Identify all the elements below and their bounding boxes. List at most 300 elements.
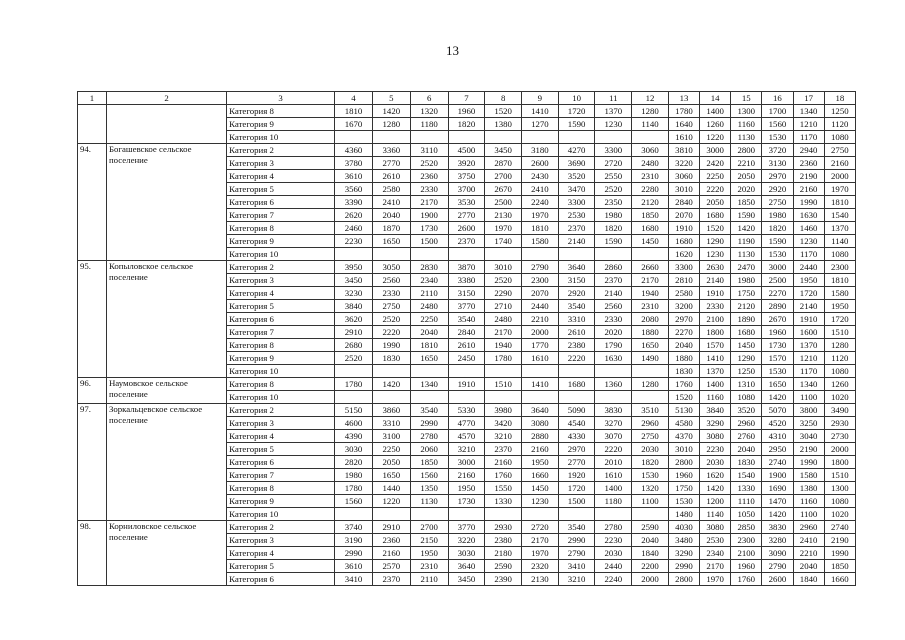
value-cell: 2140 [700, 274, 731, 287]
value-cell: 2960 [793, 521, 824, 534]
value-cell: 1820 [632, 456, 669, 469]
value-cell [522, 248, 559, 261]
value-cell: 1820 [595, 222, 632, 235]
category-cell: Категория 8 [227, 222, 335, 235]
value-cell: 1180 [595, 495, 632, 508]
value-cell: 1560 [762, 118, 793, 131]
value-cell: 3490 [824, 404, 855, 417]
value-cell: 1080 [824, 365, 855, 378]
value-cell: 2370 [558, 222, 595, 235]
category-cell: Категория 6 [227, 313, 335, 326]
value-cell: 3840 [335, 300, 373, 313]
value-cell: 2880 [522, 430, 559, 443]
value-cell: 1360 [595, 378, 632, 391]
value-cell: 2590 [485, 560, 522, 573]
value-cell: 2680 [335, 339, 373, 352]
value-cell: 2950 [762, 443, 793, 456]
value-cell: 1970 [485, 222, 522, 235]
header-cell: 10 [558, 92, 595, 105]
value-cell: 2300 [522, 274, 559, 287]
value-cell: 5070 [762, 404, 793, 417]
value-cell: 2800 [731, 144, 762, 157]
value-cell: 2350 [595, 196, 632, 209]
table-row [78, 261, 856, 274]
value-cell: 1590 [558, 118, 595, 131]
value-cell: 1410 [522, 105, 559, 118]
category-cell: Категория 5 [227, 560, 335, 573]
value-cell: 2440 [595, 560, 632, 573]
value-cell: 1410 [700, 352, 731, 365]
value-cell: 2740 [762, 456, 793, 469]
value-cell: 1580 [793, 469, 824, 482]
header-cell: 11 [595, 92, 632, 105]
value-cell: 2100 [731, 547, 762, 560]
value-cell: 1950 [448, 482, 485, 495]
value-cell: 1620 [700, 469, 731, 482]
value-cell: 2370 [448, 235, 485, 248]
value-cell: 2710 [485, 300, 522, 313]
value-cell: 1760 [668, 378, 699, 391]
value-cell: 4390 [335, 430, 373, 443]
value-cell: 2160 [522, 443, 559, 456]
value-cell: 1760 [731, 573, 762, 586]
value-cell: 1290 [700, 235, 731, 248]
settlement-number-cell [78, 105, 107, 144]
value-cell: 2840 [668, 196, 699, 209]
settlement-name-cell: Наумовское сельское поселение [106, 378, 226, 404]
value-cell: 2870 [485, 157, 522, 170]
settlement-number-cell: 98. [78, 521, 107, 586]
value-cell: 2770 [558, 456, 595, 469]
value-cell: 2370 [485, 443, 522, 456]
value-cell: 1160 [700, 391, 731, 404]
value-cell: 1260 [700, 118, 731, 131]
header-cell: 12 [632, 92, 669, 105]
value-cell: 1400 [700, 378, 731, 391]
value-cell: 2230 [700, 443, 731, 456]
value-cell: 1730 [410, 222, 448, 235]
value-cell: 1120 [824, 352, 855, 365]
header-cell: 5 [372, 92, 410, 105]
value-cell: 2700 [410, 521, 448, 534]
value-cell: 3870 [448, 261, 485, 274]
value-cell: 3150 [558, 274, 595, 287]
value-cell: 1910 [700, 287, 731, 300]
value-cell: 2570 [372, 560, 410, 573]
value-cell: 5090 [558, 404, 595, 417]
header-cell: 6 [410, 92, 448, 105]
value-cell: 3450 [485, 144, 522, 157]
value-cell: 3920 [448, 157, 485, 170]
value-cell: 1540 [731, 469, 762, 482]
value-cell: 1650 [372, 235, 410, 248]
value-cell: 1960 [448, 105, 485, 118]
value-cell: 2840 [448, 326, 485, 339]
value-cell: 3180 [522, 144, 559, 157]
value-cell: 2330 [410, 183, 448, 196]
value-cell: 1650 [410, 352, 448, 365]
value-cell: 1510 [824, 326, 855, 339]
value-cell: 1850 [410, 456, 448, 469]
value-cell: 1110 [731, 495, 762, 508]
value-cell: 1810 [522, 222, 559, 235]
value-cell: 1510 [485, 378, 522, 391]
value-cell: 1220 [700, 131, 731, 144]
value-cell: 1250 [731, 365, 762, 378]
value-cell: 2020 [731, 183, 762, 196]
header-cell: 7 [448, 92, 485, 105]
value-cell: 2040 [410, 326, 448, 339]
value-cell: 2930 [485, 521, 522, 534]
value-cell: 3810 [668, 144, 699, 157]
value-cell: 1130 [731, 248, 762, 261]
value-cell: 1140 [824, 235, 855, 248]
settlement-number-cell: 96. [78, 378, 107, 404]
value-cell: 1680 [731, 326, 762, 339]
value-cell: 4270 [558, 144, 595, 157]
value-cell: 2050 [700, 196, 731, 209]
value-cell [372, 365, 410, 378]
value-cell: 1690 [762, 482, 793, 495]
value-cell: 2120 [731, 300, 762, 313]
value-cell: 3000 [762, 261, 793, 274]
value-cell: 2860 [595, 261, 632, 274]
value-cell: 2970 [762, 170, 793, 183]
value-cell: 1770 [522, 339, 559, 352]
value-cell: 2410 [372, 196, 410, 209]
value-cell: 2800 [668, 573, 699, 586]
value-cell: 2770 [448, 209, 485, 222]
value-cell: 3210 [448, 443, 485, 456]
category-cell: Категория 9 [227, 495, 335, 508]
value-cell: 2990 [410, 417, 448, 430]
value-cell: 1530 [668, 495, 699, 508]
value-cell: 1330 [485, 495, 522, 508]
value-cell: 1940 [485, 339, 522, 352]
value-cell: 3050 [372, 261, 410, 274]
value-cell: 3860 [372, 404, 410, 417]
value-cell: 1480 [668, 508, 699, 521]
value-cell: 3030 [335, 443, 373, 456]
category-cell: Категория 7 [227, 469, 335, 482]
value-cell: 5130 [668, 404, 699, 417]
value-cell: 3610 [335, 170, 373, 183]
value-cell: 2470 [731, 261, 762, 274]
value-cell: 2780 [595, 521, 632, 534]
value-cell: 1980 [595, 209, 632, 222]
value-cell: 2160 [448, 469, 485, 482]
value-cell: 2300 [731, 534, 762, 547]
value-cell: 1730 [448, 495, 485, 508]
value-cell: 3280 [762, 534, 793, 547]
value-cell [410, 131, 448, 144]
value-cell: 1830 [668, 365, 699, 378]
value-cell: 2020 [595, 326, 632, 339]
value-cell: 1990 [793, 456, 824, 469]
value-cell: 3080 [522, 417, 559, 430]
value-cell: 1970 [522, 209, 559, 222]
value-cell [335, 508, 373, 521]
header-cell: 13 [668, 92, 699, 105]
value-cell: 1020 [824, 508, 855, 521]
value-cell: 3540 [448, 313, 485, 326]
value-cell: 2410 [522, 183, 559, 196]
category-cell: Категория 8 [227, 105, 335, 118]
value-cell: 3060 [668, 170, 699, 183]
value-cell: 1720 [793, 287, 824, 300]
value-cell: 1420 [762, 508, 793, 521]
value-cell: 1180 [410, 118, 448, 131]
value-cell: 1400 [595, 482, 632, 495]
category-cell: Категория 6 [227, 196, 335, 209]
value-cell: 3290 [700, 417, 731, 430]
value-cell: 2150 [410, 534, 448, 547]
value-cell: 2340 [700, 547, 731, 560]
category-cell: Категория 9 [227, 352, 335, 365]
header-cell: 18 [824, 92, 855, 105]
value-cell: 1160 [793, 495, 824, 508]
value-cell: 3640 [558, 261, 595, 274]
value-cell: 1700 [762, 105, 793, 118]
category-cell: Категория 2 [227, 144, 335, 157]
value-cell: 5330 [448, 404, 485, 417]
value-cell: 1290 [731, 352, 762, 365]
value-cell: 3010 [485, 261, 522, 274]
value-cell: 1720 [558, 105, 595, 118]
value-cell: 2310 [410, 560, 448, 573]
value-cell: 2850 [731, 521, 762, 534]
value-cell: 1400 [700, 105, 731, 118]
category-cell: Категория 2 [227, 404, 335, 417]
value-cell: 2040 [668, 339, 699, 352]
value-cell: 2450 [448, 352, 485, 365]
value-cell: 1270 [522, 118, 559, 131]
category-cell: Категория 3 [227, 157, 335, 170]
value-cell [372, 248, 410, 261]
value-cell: 1960 [668, 469, 699, 482]
value-cell: 2330 [372, 287, 410, 300]
value-cell: 1020 [824, 391, 855, 404]
value-cell: 3310 [558, 313, 595, 326]
value-cell: 1650 [372, 469, 410, 482]
value-cell: 1520 [668, 391, 699, 404]
value-cell: 2530 [558, 209, 595, 222]
value-cell [448, 131, 485, 144]
header-cell: 9 [522, 92, 559, 105]
value-cell: 1750 [731, 287, 762, 300]
value-cell: 3250 [793, 417, 824, 430]
value-cell: 3560 [335, 183, 373, 196]
value-cell: 1260 [824, 378, 855, 391]
settlement-number-cell: 95. [78, 261, 107, 378]
value-cell: 2310 [632, 170, 669, 183]
value-cell: 2590 [632, 521, 669, 534]
value-cell: 2080 [632, 313, 669, 326]
value-cell: 2520 [372, 313, 410, 326]
value-cell: 1780 [485, 352, 522, 365]
value-cell [372, 391, 410, 404]
value-cell: 1080 [824, 495, 855, 508]
value-cell: 2380 [485, 534, 522, 547]
value-cell: 2530 [700, 534, 731, 547]
value-cell: 1820 [762, 222, 793, 235]
value-cell: 1200 [700, 495, 731, 508]
value-cell: 2600 [448, 222, 485, 235]
value-cell: 2180 [485, 547, 522, 560]
header-cell: 14 [700, 92, 731, 105]
value-cell: 2290 [485, 287, 522, 300]
value-cell: 3750 [448, 170, 485, 183]
value-cell: 1420 [372, 378, 410, 391]
value-cell: 1660 [522, 469, 559, 482]
value-cell: 2360 [793, 157, 824, 170]
value-cell: 3540 [558, 521, 595, 534]
value-cell: 1470 [762, 495, 793, 508]
value-cell: 1580 [824, 287, 855, 300]
value-cell: 1610 [668, 131, 699, 144]
value-cell: 2480 [632, 157, 669, 170]
value-cell: 2610 [448, 339, 485, 352]
value-cell: 2230 [595, 534, 632, 547]
value-cell: 3270 [595, 417, 632, 430]
value-cell: 3770 [448, 521, 485, 534]
value-cell: 1560 [335, 495, 373, 508]
value-cell: 2140 [595, 287, 632, 300]
value-cell: 1420 [372, 105, 410, 118]
category-cell: Категория 10 [227, 391, 335, 404]
value-cell: 2790 [522, 261, 559, 274]
value-cell: 1780 [335, 482, 373, 495]
table-row [78, 521, 856, 534]
value-cell: 2210 [522, 313, 559, 326]
value-cell: 2370 [595, 274, 632, 287]
value-cell: 2270 [668, 326, 699, 339]
settlement-name-cell: Зоркальцевское сельское поселение [106, 404, 226, 521]
value-cell: 1520 [485, 105, 522, 118]
value-cell [448, 248, 485, 261]
value-cell: 2730 [824, 430, 855, 443]
value-cell: 1050 [731, 508, 762, 521]
value-cell: 2750 [632, 430, 669, 443]
value-cell: 2130 [522, 573, 559, 586]
value-cell: 3390 [335, 196, 373, 209]
value-cell [558, 365, 595, 378]
value-cell: 1720 [824, 313, 855, 326]
value-cell: 2220 [372, 326, 410, 339]
value-cell [632, 391, 669, 404]
header-cell: 8 [485, 92, 522, 105]
value-cell: 1810 [410, 339, 448, 352]
value-cell: 3080 [700, 521, 731, 534]
value-cell: 1970 [824, 183, 855, 196]
value-cell: 3780 [335, 157, 373, 170]
value-cell: 3720 [762, 144, 793, 157]
value-cell [485, 508, 522, 521]
value-cell [335, 131, 373, 144]
value-cell: 2750 [824, 144, 855, 157]
value-cell: 1950 [824, 300, 855, 313]
value-cell: 3450 [448, 573, 485, 586]
value-cell: 3360 [372, 144, 410, 157]
value-cell: 1120 [824, 118, 855, 131]
value-cell: 1100 [793, 508, 824, 521]
value-cell: 2410 [793, 534, 824, 547]
value-cell: 1280 [824, 339, 855, 352]
value-cell: 1340 [793, 105, 824, 118]
value-cell: 3070 [595, 430, 632, 443]
value-cell: 1600 [793, 326, 824, 339]
value-cell: 2630 [700, 261, 731, 274]
value-cell: 4310 [762, 430, 793, 443]
value-cell: 2750 [762, 196, 793, 209]
value-cell: 1790 [595, 339, 632, 352]
value-cell: 2370 [372, 573, 410, 586]
value-cell: 1420 [762, 391, 793, 404]
category-cell: Категория 4 [227, 287, 335, 300]
value-cell: 3060 [632, 144, 669, 157]
category-cell: Категория 10 [227, 248, 335, 261]
value-cell: 3300 [595, 144, 632, 157]
value-cell [632, 248, 669, 261]
settlement-name-cell [106, 105, 226, 144]
value-cell: 2520 [410, 157, 448, 170]
value-cell: 1350 [410, 482, 448, 495]
value-cell: 3000 [448, 456, 485, 469]
value-cell: 1420 [700, 482, 731, 495]
category-cell: Категория 8 [227, 482, 335, 495]
value-cell: 3130 [762, 157, 793, 170]
value-cell: 3410 [558, 560, 595, 573]
value-cell: 1170 [793, 365, 824, 378]
value-cell [485, 248, 522, 261]
tariff-table [77, 91, 856, 586]
value-cell: 3100 [372, 430, 410, 443]
value-cell [448, 508, 485, 521]
value-cell: 4570 [448, 430, 485, 443]
value-cell: 3010 [668, 183, 699, 196]
value-cell: 1220 [372, 495, 410, 508]
value-cell: 4370 [668, 430, 699, 443]
value-cell: 3470 [558, 183, 595, 196]
value-cell: 1990 [793, 196, 824, 209]
value-cell: 1550 [485, 482, 522, 495]
value-cell: 1840 [793, 573, 824, 586]
value-cell: 1880 [632, 326, 669, 339]
header-cell: 1 [78, 92, 107, 105]
value-cell: 1100 [793, 391, 824, 404]
value-cell: 3200 [668, 300, 699, 313]
value-cell: 3090 [762, 547, 793, 560]
value-cell: 1990 [372, 339, 410, 352]
value-cell: 1320 [632, 482, 669, 495]
value-cell: 1680 [668, 235, 699, 248]
value-cell [558, 508, 595, 521]
value-cell: 2240 [522, 196, 559, 209]
value-cell [335, 365, 373, 378]
value-cell: 2930 [824, 417, 855, 430]
header-cell: 4 [335, 92, 373, 105]
value-cell: 2050 [731, 170, 762, 183]
value-cell: 2720 [522, 521, 559, 534]
value-cell: 2770 [372, 157, 410, 170]
value-cell: 1370 [824, 222, 855, 235]
value-cell: 1680 [632, 222, 669, 235]
value-cell: 2440 [522, 300, 559, 313]
category-cell: Категория 8 [227, 339, 335, 352]
value-cell [595, 391, 632, 404]
value-cell: 1820 [448, 118, 485, 131]
value-cell: 2390 [485, 573, 522, 586]
